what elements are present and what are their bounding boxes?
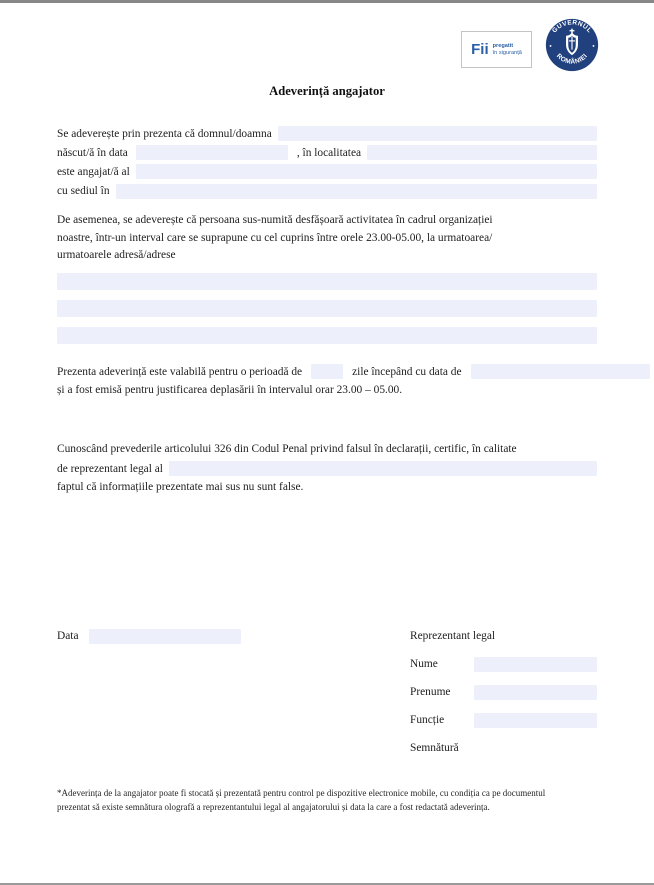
page-title: Adeverință angajator	[269, 84, 385, 98]
fii-logo-tagline-line2: în siguranță	[492, 49, 522, 56]
employer-label: este angajat/ă al	[57, 165, 130, 178]
field-legal-rep-of[interactable]	[169, 461, 597, 476]
fii-pregatit-logo	[461, 31, 532, 68]
birth-locality-label: , în localitatea	[296, 146, 362, 159]
fii-logo-word: Fii	[471, 41, 489, 58]
rep-firstname-label: Prenume	[410, 686, 451, 698]
field-rep-role[interactable]	[474, 713, 597, 728]
validity-period-label: Prezenta adeverință este valabilă pentru o perioadă de	[57, 365, 303, 378]
validity-start-label: zile începând cu data de	[352, 365, 462, 378]
declaration-line3: faptul că informațiile prezentate mai sus nu sunt false.	[57, 481, 304, 494]
field-rep-first-name[interactable]	[474, 685, 597, 700]
field-rep-last-name[interactable]	[474, 657, 597, 672]
field-start-date[interactable]	[471, 364, 650, 379]
rep-lastname-label: Nume	[410, 658, 438, 670]
employer-address-label: cu sediul în	[57, 185, 110, 198]
date-label: Data	[57, 630, 79, 642]
declaration-line1: Cunoscând prevederile articolului 326 din Codul Penal privind falsul în declarații, certific, în calitate	[57, 443, 517, 455]
field-birth-date[interactable]	[136, 145, 288, 160]
rep-title-label: Reprezentant legal	[410, 630, 496, 642]
declaration-section	[57, 440, 597, 498]
page-top-edge	[0, 0, 654, 3]
field-work-address-3[interactable]	[57, 327, 597, 344]
seal-arc-top-text: GUVERNUL	[551, 19, 593, 35]
intro-section	[57, 124, 597, 201]
field-employer[interactable]	[136, 164, 597, 179]
legal-representative-block	[410, 628, 597, 768]
romanian-government-seal-icon	[544, 17, 600, 73]
activity-paragraph-line2: noastre, într-un interval care se suprapune cu cel cuprins între orele 23.00-05.00, la urmatoarea/	[57, 231, 493, 244]
field-work-address-1[interactable]	[57, 273, 597, 290]
activity-paragraph-line3: urmatoarele adresă/adrese	[57, 249, 176, 261]
rep-role-label: Funcție	[410, 714, 445, 726]
fii-logo-tagline-line1: pregatit	[492, 43, 514, 49]
field-date[interactable]	[89, 629, 241, 644]
field-birth-locality[interactable]	[367, 145, 597, 160]
activity-paragraph-line1: De asemenea, se adeverește că persoana sus-numită desfășoară activitatea în cadrul organizației	[57, 214, 493, 226]
validity-section	[57, 362, 597, 400]
legal-rep-of-label: de reprezentant legal al	[57, 462, 163, 475]
field-work-address-2[interactable]	[57, 300, 597, 317]
work-address-fields	[57, 273, 597, 344]
rep-signature-label: Semnătură	[410, 742, 459, 754]
activity-section	[57, 212, 597, 354]
seal-arc-bottom-text: ROMÂNIEI	[554, 52, 590, 66]
field-employer-address[interactable]	[116, 184, 597, 199]
footnote-text: *Adeverința de la angajator poate fi stocată și prezentată pentru control pe dispozitive electronice mobile, cu condiția ca pe documentul prezentat să existe semnătura olografă a reprezentantului legal al angajatorului și data la care a fost redactată adeverința.	[57, 788, 546, 812]
birth-date-label: născut/ă în data	[57, 146, 128, 159]
validity-purpose-line: și a fost emisă pentru justificarea deplasării în intervalul orar 23.00 – 05.00.	[57, 384, 403, 397]
signature-section	[57, 628, 597, 773]
fii-logo-tagline	[493, 43, 522, 56]
field-validity-days[interactable]	[311, 364, 343, 379]
field-employee-name[interactable]	[278, 126, 597, 141]
employee-name-label: Se adeverește prin prezenta că domnul/doamna	[57, 127, 272, 140]
